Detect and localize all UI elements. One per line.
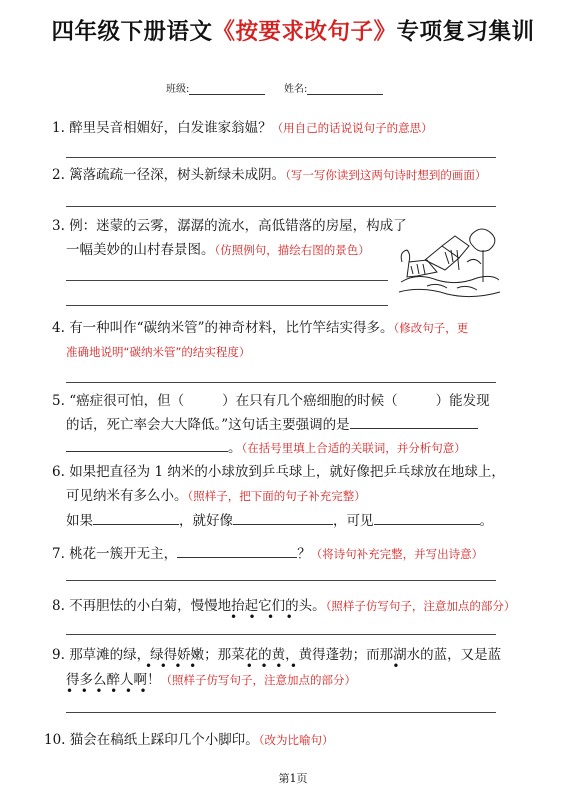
question-6: 6. 如果把直径为 1 纳米的小球放到乒乓球上，就好像把乒乓球放在地球上， [52, 464, 505, 480]
answer-line[interactable] [66, 206, 496, 207]
question-3: 3. 例：迷蒙的云雾，潺潺的流水，高低错落的房屋，构成了 [52, 218, 407, 234]
page-title: 四年级下册语文《按要求改句子》专项复习集训 [51, 19, 535, 45]
answer-line[interactable] [66, 157, 496, 158]
question-8: 8. 不再胆怯的小白菊，慢慢地抬起它们的头。（照样子仿写句子，注意加点的部分） [52, 598, 516, 614]
question-2: 2. 篱落疏疏一径深，树头新绿未成阴。（写一写你读到这两句诗时想到的画面） [52, 167, 487, 183]
emphasis-dots: • • • • [230, 610, 293, 624]
class-field[interactable] [166, 80, 265, 95]
answer-blank[interactable] [66, 437, 228, 452]
question-1: 1. 醉里吴音相媚好，白发谁家翁媪？（用自己的话说说句子的意思） [52, 120, 433, 136]
answer-line[interactable] [66, 280, 388, 281]
answer-blank[interactable] [177, 543, 297, 558]
question-hint: （将诗句补充完整，并写出诗意） [310, 547, 484, 561]
question-7: 7. 桃花一簇开无主， ？（将诗句补充完整，并写出诗意） [52, 543, 483, 564]
question-hint: （修改句子，更 [393, 321, 469, 335]
village-landscape-icon [397, 222, 502, 304]
answer-line[interactable] [66, 305, 388, 306]
answer-blank[interactable] [233, 510, 333, 525]
question-hint: （写一写你读到这两句诗时想到的画面） [285, 168, 487, 182]
answer-line[interactable] [66, 634, 496, 635]
class-label: 班级: [166, 84, 190, 95]
answer-blank[interactable] [93, 510, 179, 525]
question-4-line2 [66, 342, 250, 362]
answer-line[interactable] [66, 382, 496, 383]
question-6-line2: 可见纳米有多么小。（照样子，把下面的句子补充完整） [66, 488, 366, 504]
question-6-fill: 如果 ，就好像 ，可见 。 [66, 510, 493, 531]
question-hint: （仿照例句，描绘右图的景色） [214, 243, 370, 257]
question-hint: （改为比喻句） [258, 733, 334, 747]
name-field[interactable] [284, 80, 383, 95]
question-5: 5. “癌症很可怕，但（ ）在只有几个癌细胞的时候（ ）能发现 [52, 393, 490, 409]
name-label: 姓名: [284, 84, 308, 95]
answer-line[interactable] [66, 580, 496, 581]
emphasis-dots: • • • • • • [66, 684, 147, 698]
question-5-line3: 。（在括号里填上合适的关联词，并分析句意） [66, 437, 466, 458]
question-hint: 准确地说明“碳纳米管”的结实程度） [66, 345, 251, 359]
answer-line[interactable] [66, 712, 496, 713]
question-hint: （照样子仿写句子，注意加点的部分） [325, 599, 516, 613]
page-number: 第1页 [278, 772, 308, 785]
question-hint: （用自己的话说说句子的意思） [271, 121, 433, 135]
question-3-line2: 一幅美妙的山村春景图。（仿照例句，描绘右图的景色） [66, 242, 370, 258]
question-9: 9. 那草滩的绿，绿得娇嫩；那菜花的黄，黄得蓬勃；而那湖水的蓝，又是蓝 [52, 647, 502, 663]
question-hint: （照样子，把下面的句子补充完整） [187, 489, 366, 503]
question-hint: （照样子仿写句子，注意加点的部分） [160, 673, 356, 687]
question-hint: （在括号里填上合适的关联词，并分析句意） [241, 441, 466, 455]
emphasis-dots: • • • • • • • • • [145, 659, 400, 673]
question-4: 4. 有一种叫作“碳纳米管”的神奇材料，比竹竿结实得多。（修改句子，更 [52, 320, 469, 336]
answer-blank[interactable] [374, 510, 480, 525]
question-9-line2: 得多么醉人啊！（照样子仿写句子，注意加点的部分） [66, 672, 356, 688]
question-5-line2: 的话，死亡率会大大降低。”这句话主要强调的是 [66, 414, 478, 435]
question-10: 10. 猫会在稿纸上踩印几个小脚印。（改为比喻句） [44, 732, 334, 748]
